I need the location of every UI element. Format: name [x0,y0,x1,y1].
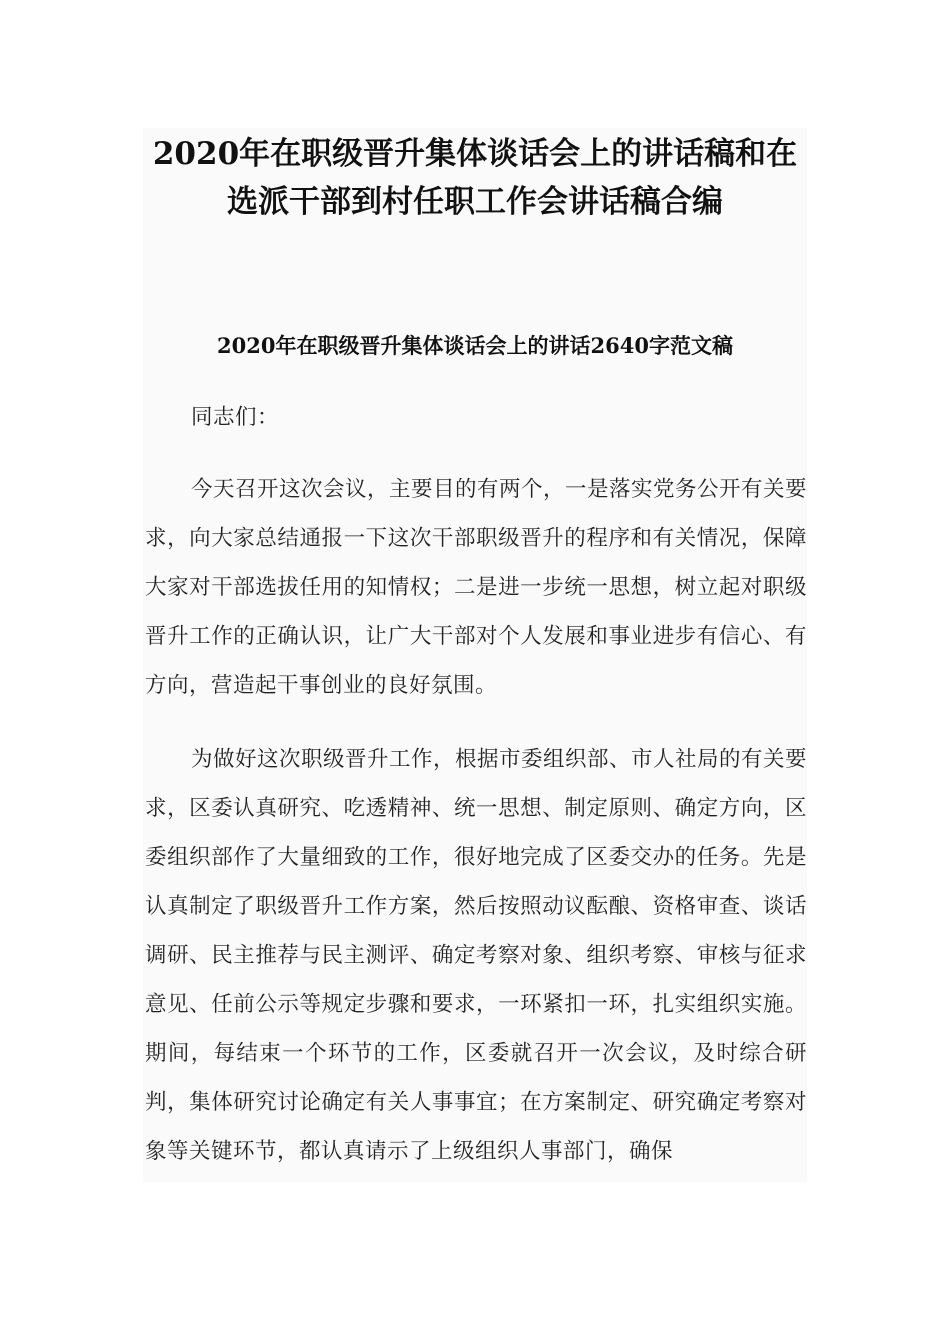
greeting: 同志们： [191,405,280,430]
document-title: 2020年在职级晋升集体谈话会上的讲话稿和在选派干部到村任职工作会讲话稿合编 [152,136,798,220]
paragraph-1: 今天召开这次会议，主要目的有两个，一是落实党务公开有关要求，向大家总结通报一下这次干部职级晋升的程序和有关情况，保障大家对干部选拔任用的知情权；二是进一步统一思想，树立起对职级晋升工作的正确认识，让广大干部对个人发展和事业进步有信心、有方向，营造起干事创业的良好氛围。 [145,477,808,698]
paragraph-2: 为做好这次职级晋升工作，根据市委组织部、市人社局的有关要求，区委认真研究、吃透精神、统一思想、制定原则、确定方向，区委组织部作了大量细致的工作，很好地完成了区委交办的任务。先是认真制定了职级晋升工作方案，然后按照动议酝酿、资格审查、谈话调研、民主推荐与民主测评、确定考察对象、组织考察、审核与征求意见、任前公示等规定步骤和要求，一环紧扣一环，扎实组织实施。期间，每结束一个环节的工作，区委就召开一次会议，及时综合研判，集体研究讨论确定有关人事事宜；在方案制定、研究确定考察对象等关键环节，都认真请示了上级组织人事部门，确保 [145,747,807,1164]
section-title: 2020年在职级晋升集体谈话会上的讲话2640字范文稿 [217,333,733,358]
